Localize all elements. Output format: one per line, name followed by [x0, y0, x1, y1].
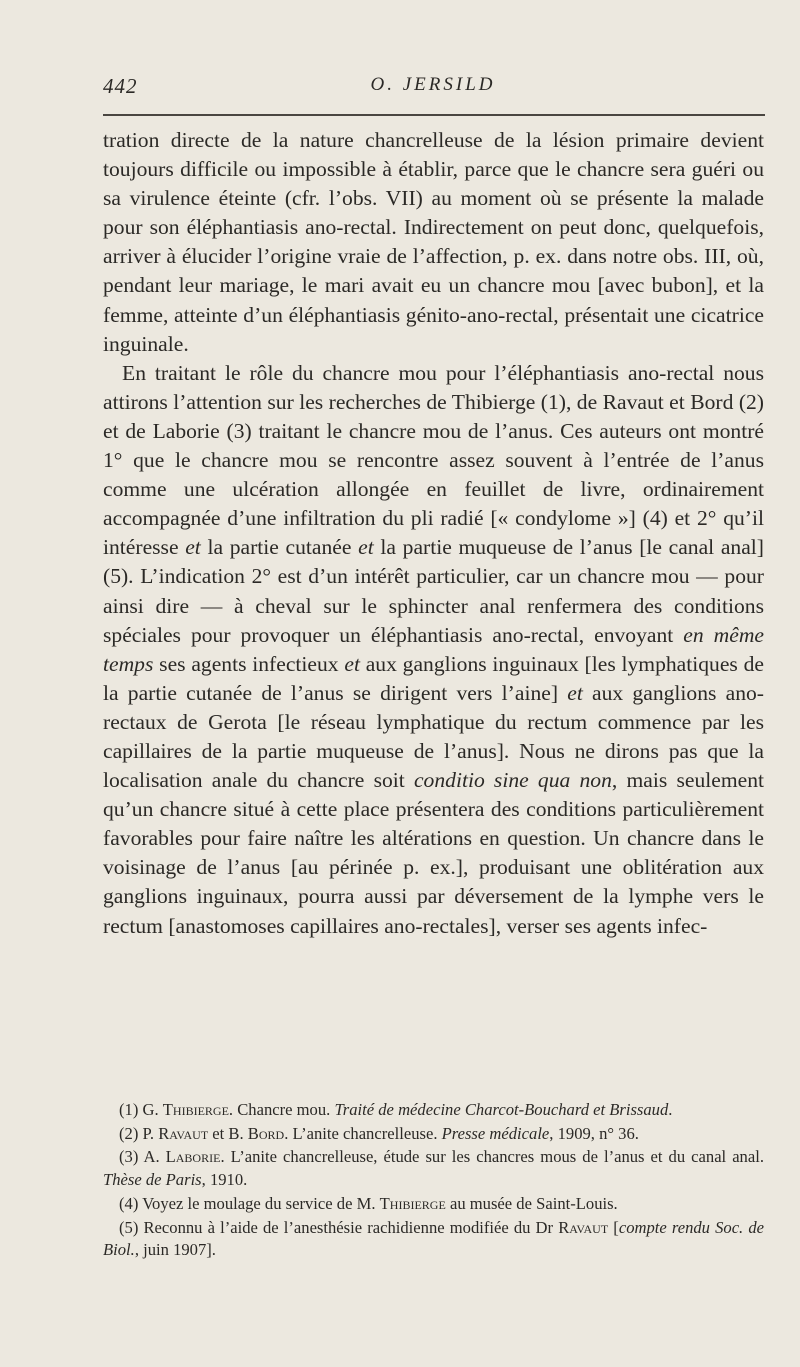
italic-run: et — [567, 680, 583, 705]
footnote-text: . Chancre mou. — [228, 1100, 335, 1119]
work-title: Thèse de Paris — [103, 1170, 202, 1190]
italic-run: en même temps — [103, 622, 765, 676]
footnote-text: . — [668, 1100, 673, 1119]
text-run: ses agents infectieux — [153, 651, 345, 676]
text-run: , mais seulement qu’un chancre situé à cette place présentera des conditions particulièrement favorables pour faire naître les altérations en question. Un chancre dans le voisinage de l’anus [au périnée p. ex.], produisant une oblitération aux ganglions inguinaux, pourra aussi par déversement de la lymphe vers le rectum [anastomoses capillaires ano-rectales], verser ses agents infec- — [103, 768, 764, 938]
italic-run: et — [185, 535, 201, 560]
text-run: aux ganglions ano-rectaux de Gerota [le réseau lymphatique du rectum commence par les capillaires de la partie muqueuse de l’anus]. Nous ne dirons pas que la localisation anale du chancre soit — [103, 680, 764, 793]
text-run: la partie cutanée — [200, 535, 359, 560]
footnote-2 — [103, 1123, 764, 1146]
running-head: O. JERSILD — [370, 74, 496, 95]
author-name: Laborie — [165, 1147, 221, 1167]
text-run: la partie muqueuse de l’anus [le canal anal] (5). L’indication 2° est d’un intérêt particulier, car un chancre mou — pour ainsi dire — à cheval sur le sphincter anal renfermera des conditions spéciales pour provoquer un éléphantiasis ano-rectal, envoyant — [103, 535, 765, 647]
footnote-text: et B. — [208, 1123, 248, 1143]
text-run: En traitant le rôle du chancre mou pour l’éléphantiasis ano-rectal nous attirons l’attention sur les recherches de Thibierge (1), de Ravaut et Bord (2) et de Laborie (3) traitant le chancre mou de l’anus. Ces auteurs ont montré 1° que le chancre mou se rencontre assez souvent à l’entrée de l’anus comme une ulcération allongée en feuillet de livre, ordinairement accompagnée d’une infiltration du pli radié [« condylome »] (4) et 2° qu’il intéresse — [103, 360, 764, 560]
text-run: aux ganglions inguinaux [les lymphatiques de la partie cutanée de l’anus se dirigent vers l’aine] — [103, 651, 764, 705]
work-title: compte rendu Soc. de Biol. — [103, 1217, 764, 1260]
italic-run: et — [344, 651, 360, 676]
author-name: Thibierge — [162, 1100, 229, 1119]
page-number: 442 — [103, 74, 138, 98]
footnote-3 — [103, 1146, 764, 1191]
author-name: Ravaut — [158, 1123, 209, 1143]
main-text — [103, 126, 764, 941]
footnote-text: (3) A. — [119, 1147, 166, 1167]
footnote-text: (5) Reconnu à l’aide de l’anesthésie rachidienne modifiée du Dr — [119, 1217, 559, 1237]
header-rule — [103, 114, 765, 116]
footnote-text: (1) G. — [119, 1100, 163, 1119]
footnote-text: [ — [608, 1217, 619, 1237]
footnote-text: (4) Voyez le moulage du service de M. — [119, 1193, 380, 1213]
footnote-text: (2) P. — [119, 1123, 159, 1143]
footnote-text: . L’anite chancrelleuse, étude sur les chancres mous de l’anus et du canal anal. — [220, 1147, 764, 1167]
author-name: Thibierge — [379, 1193, 446, 1213]
footnote-text: , 1909, n° 36. — [549, 1123, 639, 1143]
footnote-text: , juin 1907]. — [134, 1240, 216, 1260]
page-header — [103, 74, 763, 108]
paragraph-1: tration directe de la nature chancrelleuse de la lésion primaire devient toujours difficile ou impossible à établir, parce que le chancre sera guéri ou sa virulence éteinte (cfr. l’obs. VII) au moment où se présente la malade pour son éléphantiasis ano-rectal. Indirectement on peut donc, quelquefois, arriver à élucider l’origine vraie de l’affection, p. ex. dans notre obs. III, où, pendant leur mariage, le mari avait eu un chancre mou [avec bubon], et la femme, atteinte d’un éléphantiasis génito-ano-rectal, présentait une cicatrice inguinale. — [103, 128, 764, 356]
footnote-text: au musée de Saint-Louis. — [445, 1193, 618, 1213]
footnote-5 — [103, 1217, 764, 1262]
italic-run: conditio sine qua non — [413, 768, 612, 793]
footnote-text: , 1910. — [201, 1170, 248, 1190]
footnote-1 — [103, 1099, 764, 1122]
paragraph-2 — [103, 359, 764, 941]
author-name: Ravaut — [558, 1217, 609, 1237]
author-name: Bord — [247, 1123, 285, 1143]
italic-run: et — [358, 535, 374, 560]
footnote-4 — [103, 1193, 764, 1216]
footnotes — [103, 1099, 764, 1263]
footnote-text: . L’anite chancrelleuse. — [284, 1123, 442, 1143]
work-title: Traité de médecine Charcot-Bouchard et Brissaud — [334, 1100, 669, 1119]
work-title: Presse médicale — [441, 1123, 550, 1143]
